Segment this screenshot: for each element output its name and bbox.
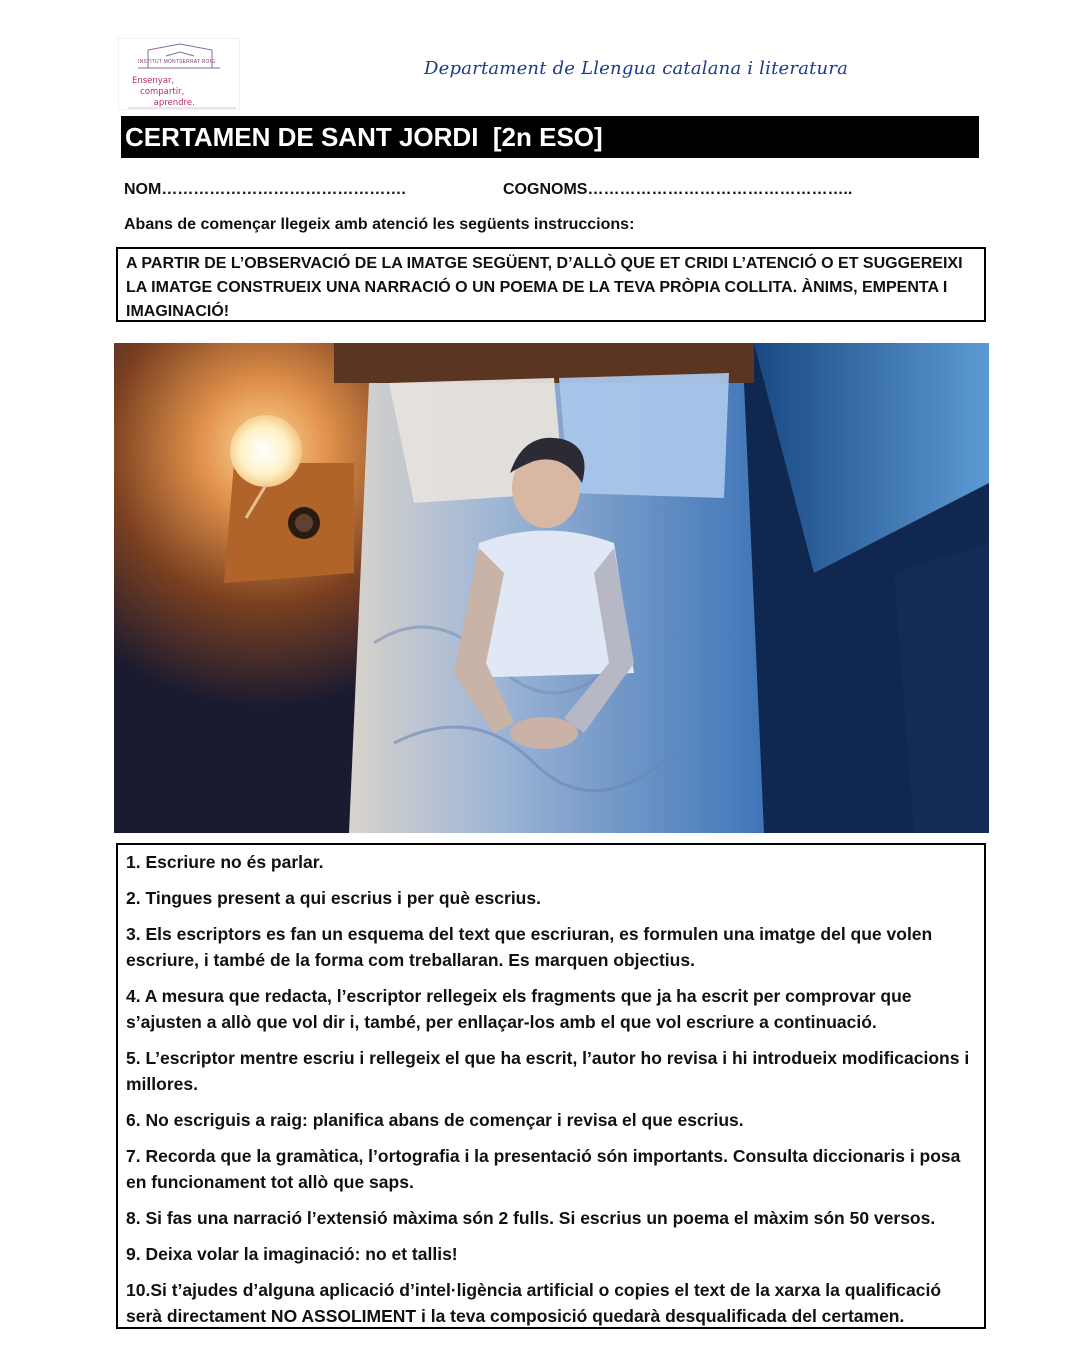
department-name: Departament de Llengua catalana i literatura [424, 58, 849, 79]
rules-box [116, 843, 986, 1329]
logo-school-name: INSTITUT MONTSERRAT ROIG [138, 59, 216, 65]
sleeping-boy-image [114, 343, 989, 833]
rule-item: 4. A mesura que redacta, l’escriptor rellegeix els fragments que ja ha escrit per comprovar que s’ajusten a allò que vol dir i, també, per enllaçar-los amb el que vol escriure a continuació. [126, 986, 912, 1032]
rule-item: 2. Tingues present a qui escrius i per què escrius. [126, 888, 541, 908]
rule-item: 6. No escriguis a raig: planifica abans de començar i revisa el que escrius. [126, 1110, 744, 1130]
rule-item: 7. Recorda que la gramàtica, l’ortografia i la presentació són importants. Consulta diccionaris i posa en funcionament tot allò que saps. [126, 1146, 961, 1192]
writing-prompt: A PARTIR DE L’OBSERVACIÓ DE LA IMATGE SEGÜENT, D’ALLÒ QUE ET CRIDI L’ATENCIÓ O ET SUGGEREIXI LA IMATGE CONSTRUEIX UNA NARRACIÓ O UN POEMA DE LA TEVA PRÒPIA COLLITA. ÀNIMS, EMPENTA I IMAGINACIÓ! [116, 247, 986, 322]
rule-item: 8. Si fas una narració l’extensió màxima són 2 fulls. Si escrius un poema el màxim són 50 versos. [126, 1208, 936, 1228]
rule-item: 1. Escriure no és parlar. [126, 852, 324, 872]
school-logo [118, 38, 240, 110]
instructions-intro: Abans de començar llegeix amb atenció les següents instruccions: [124, 216, 635, 233]
rule-item: 5. L’escriptor mentre escriu i rellegeix el que ha escrit, l’autor ho revisa i hi introdueix modificacions i millores. [126, 1048, 970, 1094]
rules-list [126, 849, 976, 1329]
rule-item: 3. Els escriptors es fan un esquema del text que escriuran, es formulen una imatge del que volen escriure, i també de la forma com treballaran. Es marquen objectius. [126, 924, 933, 970]
rule-item: 10.Si t’ajudes d’alguna aplicació d’intel·ligència artificial o copies el text de la xarxa la qualificació serà directament NO ASSOLIMENT i la teva composició quedarà desqualificada del certamen. [126, 1280, 942, 1326]
page-title: CERTAMEN DE SANT JORDI [2n ESO] [121, 116, 979, 158]
name-field: NOM………………………………………. [124, 181, 406, 198]
logo-motto: Ensenyar, compartir, aprendre. [132, 76, 195, 108]
rule-item: 9. Deixa volar la imaginació: no et tallis! [126, 1244, 458, 1264]
surname-field: COGNOMS………………………………………….. [503, 181, 853, 198]
